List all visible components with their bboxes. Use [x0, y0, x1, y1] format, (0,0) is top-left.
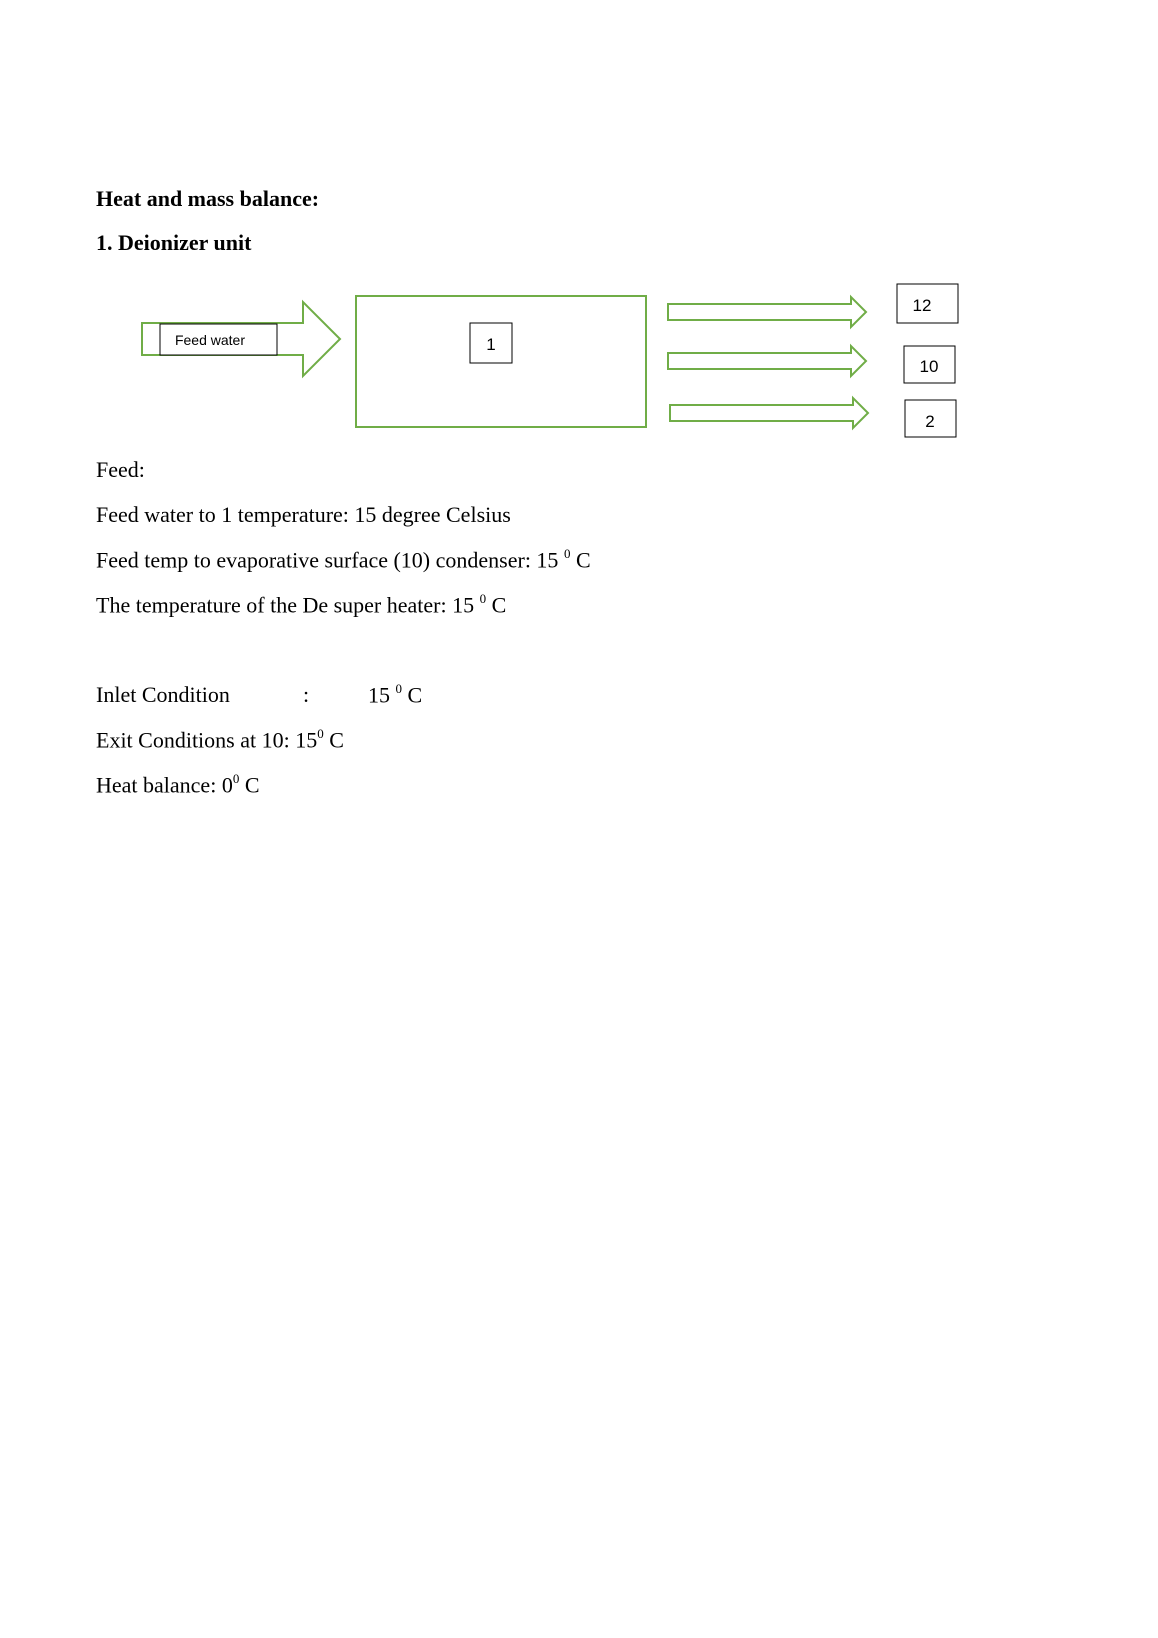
- output-arrow-3: [670, 398, 868, 428]
- heat-text: Heat balance: 0: [96, 772, 233, 798]
- degree-superscript: 0: [232, 771, 240, 786]
- degree-superscript: 0: [395, 681, 402, 696]
- output-label-10: 10: [919, 357, 939, 376]
- feed-heading: Feed:: [96, 457, 145, 482]
- output-arrow-2: [668, 346, 866, 376]
- exit-condition: [96, 727, 344, 753]
- unit-label: 1: [486, 335, 496, 354]
- feed-line-3-unit: C: [486, 592, 507, 618]
- inlet-value: 15: [368, 682, 396, 708]
- feed-line-3-text: The temperature of the De super heater: 15: [96, 592, 480, 618]
- heat-unit: C: [239, 772, 260, 798]
- feed-line-1: Feed water to 1 temperature: 15 degree Celsius: [96, 502, 511, 527]
- feed-line-2-unit: C: [570, 547, 591, 573]
- feed-label: Feed water: [174, 332, 246, 348]
- inlet-colon: :: [303, 682, 310, 708]
- feed-line-2-text: Feed temp to evaporative surface (10) condenser: 15: [96, 547, 564, 573]
- heat-balance: [96, 772, 260, 798]
- section-heading: 1. Deionizer unit: [96, 230, 252, 255]
- degree-superscript: 0: [479, 591, 487, 606]
- feed-line-3: [96, 592, 506, 618]
- inlet-condition: [96, 682, 422, 708]
- inlet-unit: C: [402, 682, 423, 708]
- deionizer-diagram: [0, 0, 1158, 450]
- degree-superscript: 0: [563, 546, 571, 561]
- output-arrow-1: [668, 297, 866, 327]
- output-label-2: 2: [925, 412, 935, 431]
- output-label-12: 12: [912, 296, 932, 315]
- exit-unit: C: [323, 727, 344, 753]
- page-title: Heat and mass balance:: [96, 186, 320, 211]
- degree-superscript: 0: [317, 726, 324, 741]
- inlet-label: Inlet Condition: [96, 682, 230, 708]
- exit-text: Exit Conditions at 10: 15: [96, 727, 318, 753]
- feed-line-2: [96, 547, 591, 573]
